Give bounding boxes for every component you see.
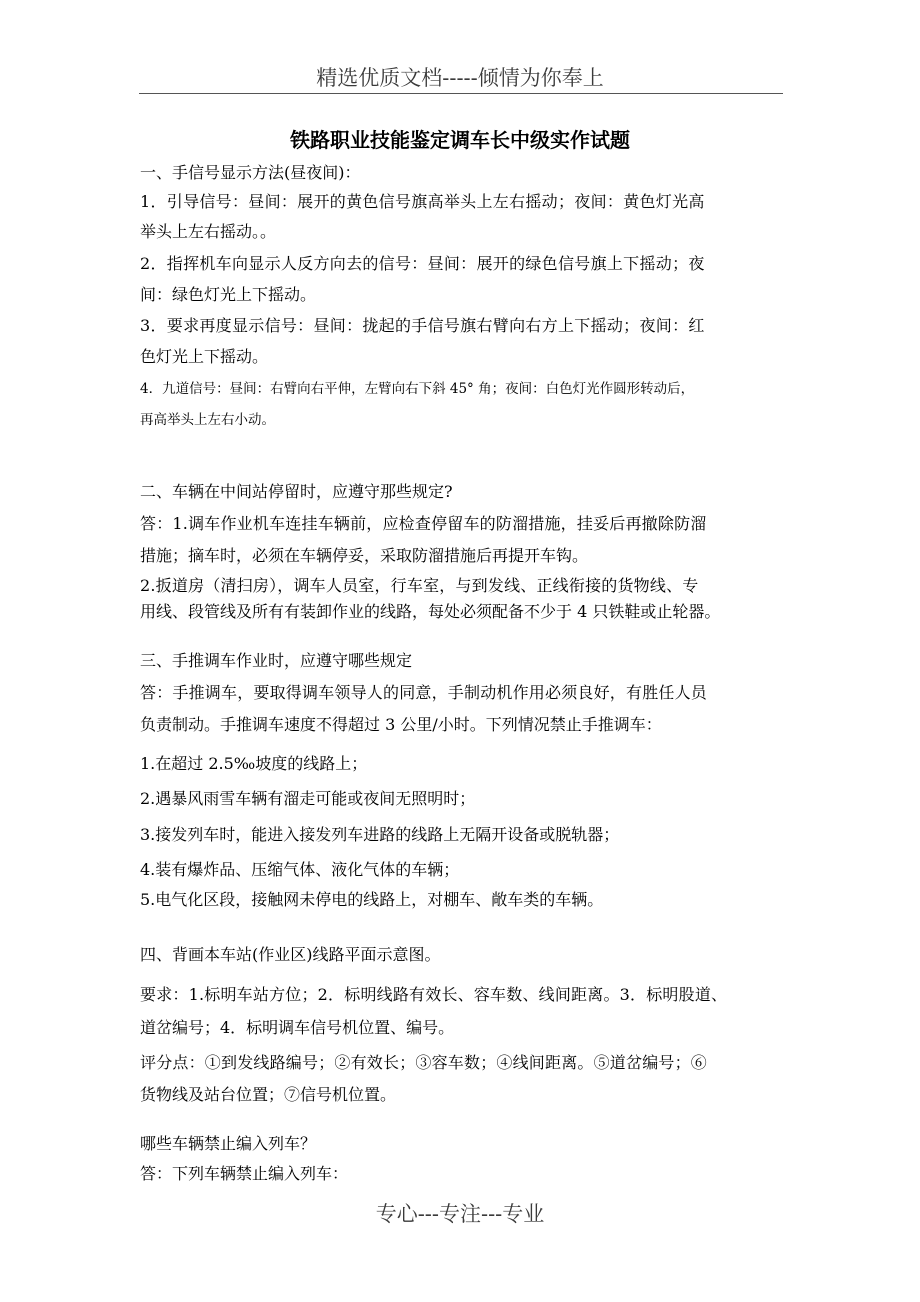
text-line: 货物线及站台位置；⑦信号机位置。 (140, 1085, 397, 1104)
page-footer: 专心---专注---专业 (375, 1202, 545, 1226)
section-2-heading: 二、车辆在中间站停留时，应遵守那些规定? (140, 482, 453, 501)
section-5-heading: 哪些车辆禁止编入列车？ (140, 1134, 317, 1153)
text-line: 答：1.调车作业机车连挂车辆前，应检查停留车的防溜措施，挂妥后再撤除防溜 (140, 514, 707, 533)
list-item: 1.在超过 2.5‰坡度的线路上； (140, 754, 368, 773)
text-line: 要求：1.标明车站方位；2．标明线路有效长、容车数、线间距离。3．标明股道、 (140, 985, 728, 1004)
text-line: 1．引导信号：昼间：展开的黄色信号旗高举头上左右摇动；夜间：黄色灯光高 (140, 192, 705, 211)
text-line: 再高举头上左右小动。 (140, 412, 275, 428)
text-line: 3．要求再度显示信号：昼间：拢起的手信号旗右臂向右方上下摇动；夜间：红 (140, 316, 705, 335)
text-line: 2．指挥机车向显示人反方向去的信号：昼间：展开的绿色信号旗上下摇动；夜 (140, 254, 705, 273)
text-line: 举头上左右摇动。。 (140, 222, 277, 241)
text-line: 间：绿色灯光上下摇动。 (140, 285, 317, 304)
text-line: 评分点：①到发线路编号；②有效长；③容车数；④线间距离。⑤道岔编号；⑥ (140, 1053, 708, 1072)
header-divider (139, 93, 783, 94)
text-line: 4．九道信号：昼间：右臂向右平伸，左臂向右下斜 45° 角；夜间：白色灯光作圆形转动后， (140, 381, 695, 397)
text-line: 2.扳道房（清扫房），调车人员室，行车室，与到发线、正线衔接的货物线、专 (140, 576, 699, 595)
text-line: 道岔编号；4．标明调车信号机位置、编号。 (140, 1018, 455, 1037)
text-line: 措施；摘车时，必须在车辆停妥，采取防溜措施后再提开车钩。 (140, 546, 589, 565)
document-title: 铁路职业技能鉴定调车长中级实作试题 (290, 128, 630, 152)
text-line: 答：下列车辆禁止编入列车： (140, 1164, 349, 1183)
list-item: 2.遇暴风雨雪车辆有溜走可能或夜间无照明时； (140, 789, 476, 808)
section-3-heading: 三、手推调车作业时，应遵守哪些规定 (140, 651, 413, 670)
list-item: 3.接发列车时，能进入接发列车进路的线路上无隔开设备或脱轨器； (140, 825, 620, 844)
text-line: 用线、段管线及所有有装卸作业的线路，每处必须配备不少于 4 只铁鞋或止轮器。 (140, 602, 721, 621)
list-item: 4.装有爆炸品、压缩气体、液化气体的车辆； (140, 860, 460, 879)
section-1-heading: 一、手信号显示方法(昼夜间)： (140, 163, 361, 182)
page-header: 精选优质文档-----倾情为你奉上 (316, 66, 604, 90)
text-line: 色灯光上下摇动。 (140, 347, 269, 366)
section-4-heading: 四、背画本车站(作业区)线路平面示意图。 (140, 945, 441, 964)
text-line: 答：手推调车，要取得调车领导人的同意，手制动机作用必须良好，有胜任人员 (140, 683, 708, 702)
list-item: 5.电气化区段，接触网未停电的线路上，对棚车、敞车类的车辆。 (140, 890, 604, 909)
text-line: 负责制动。手推调车速度不得超过 3 公里/小时。下列情况禁止手推调车： (140, 715, 662, 734)
